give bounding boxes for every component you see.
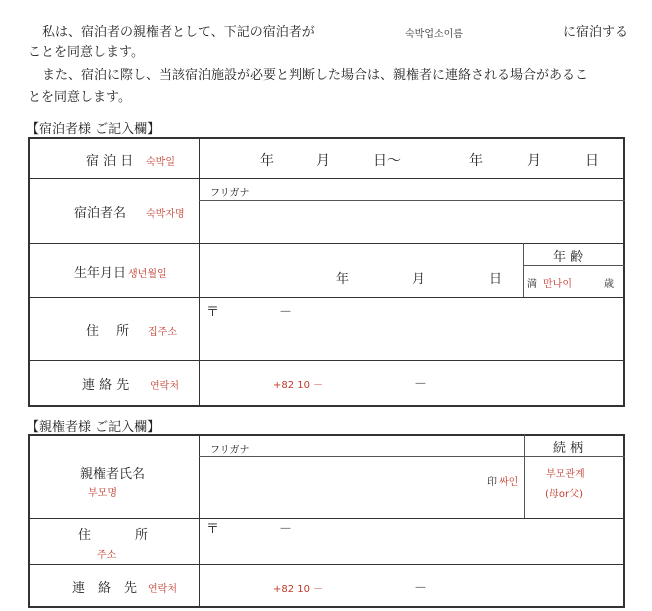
age-label-ko: 만나이 bbox=[543, 279, 572, 290]
relation-header: 続 柄 bbox=[553, 441, 584, 456]
phone-prefix: +82 10 － bbox=[273, 584, 324, 595]
divider bbox=[199, 456, 625, 457]
guest-section-title: 【宿泊者様 ご記入欄】 bbox=[26, 122, 161, 137]
guest-name-label-ko: 숙박자명 bbox=[146, 209, 185, 220]
postal-mark-icon: 〒 bbox=[206, 305, 220, 320]
month-label: 月 bbox=[316, 153, 330, 169]
guest-address-field[interactable] bbox=[201, 299, 623, 359]
divider bbox=[523, 243, 524, 297]
parent-address-label-2: 所 bbox=[135, 528, 149, 543]
month-label: 月 bbox=[412, 272, 426, 287]
age-prefix: 満 bbox=[527, 279, 537, 290]
divider bbox=[524, 434, 525, 518]
consent-line1-suffix: に宿泊する bbox=[563, 25, 629, 40]
day-label: 日 bbox=[585, 153, 599, 169]
day-from-label: 日～ bbox=[373, 153, 401, 169]
day-label: 日 bbox=[489, 272, 503, 287]
guest-contact-label-ko: 연락처 bbox=[150, 381, 179, 392]
parent-contact-field[interactable] bbox=[201, 566, 623, 606]
guest-address-label: 住 所 bbox=[86, 324, 130, 339]
year-label: 年 bbox=[260, 153, 274, 169]
seal-label: 印 bbox=[487, 477, 497, 488]
stay-date-label: 宿 泊 日 bbox=[86, 154, 134, 169]
postal-mark-icon: 〒 bbox=[206, 522, 220, 537]
guest-address-label-ko: 집주소 bbox=[148, 327, 177, 338]
parent-address-label-1: 住 bbox=[78, 528, 92, 543]
age-suffix: 歳 bbox=[604, 279, 614, 290]
parent-name-label: 親権者氏名 bbox=[80, 467, 146, 482]
consent-line2: ことを同意します。 bbox=[28, 45, 144, 60]
parent-address-label-ko: 주소 bbox=[97, 550, 117, 561]
guest-name-label: 宿泊者名 bbox=[74, 206, 127, 221]
consent-line3: また、宿泊に際し、当該宿泊施設が必要と判断した場合は、親権者に連絡される場合があるこ bbox=[42, 68, 589, 83]
birth-date-label-ko: 생년월일 bbox=[128, 269, 167, 280]
postal-dash: － bbox=[279, 305, 293, 320]
divider bbox=[28, 243, 625, 244]
divider bbox=[28, 564, 625, 565]
relation-hint: (母or父) bbox=[545, 489, 584, 500]
phone-dash: － bbox=[414, 581, 428, 596]
parent-name-label-ko: 부모명 bbox=[88, 488, 117, 499]
divider bbox=[28, 178, 625, 179]
guest-furigana-label: フリガナ bbox=[210, 188, 250, 199]
phone-dash: － bbox=[414, 377, 428, 392]
month-label: 月 bbox=[527, 153, 541, 169]
stay-date-label-ko: 숙박일 bbox=[146, 157, 175, 168]
parent-address-field[interactable] bbox=[201, 520, 623, 563]
parent-contact-label-ko: 연락처 bbox=[148, 584, 177, 595]
divider bbox=[28, 518, 625, 519]
year-label: 年 bbox=[336, 272, 350, 287]
birth-date-label: 生年月日 bbox=[74, 266, 127, 281]
facility-name-placeholder: 숙박업소이름 bbox=[405, 29, 463, 40]
consent-line1-prefix: 私は、宿泊者の親権者として、下記の宿泊者が bbox=[42, 25, 315, 40]
consent-line4: とを同意します。 bbox=[28, 90, 131, 105]
guest-contact-field[interactable] bbox=[201, 362, 623, 405]
relation-label-ko: 부모관계 bbox=[546, 469, 585, 480]
parent-furigana-label: フリガナ bbox=[210, 445, 250, 456]
divider bbox=[523, 265, 625, 266]
divider bbox=[199, 200, 625, 201]
parent-section-title: 【親権者様 ご記入欄】 bbox=[26, 420, 161, 435]
divider bbox=[28, 360, 625, 361]
guest-contact-label: 連 絡 先 bbox=[82, 378, 130, 393]
year-label: 年 bbox=[469, 153, 483, 169]
seal-label-ko: 싸인 bbox=[499, 477, 519, 488]
divider bbox=[28, 297, 625, 298]
divider bbox=[199, 434, 200, 608]
phone-prefix: +82 10 － bbox=[273, 380, 324, 391]
postal-dash: － bbox=[279, 522, 293, 537]
age-header: 年 齢 bbox=[553, 250, 584, 265]
parent-name-field[interactable] bbox=[201, 458, 523, 516]
parent-contact-label: 連 絡 先 bbox=[72, 581, 138, 596]
guest-name-field[interactable] bbox=[201, 202, 623, 242]
